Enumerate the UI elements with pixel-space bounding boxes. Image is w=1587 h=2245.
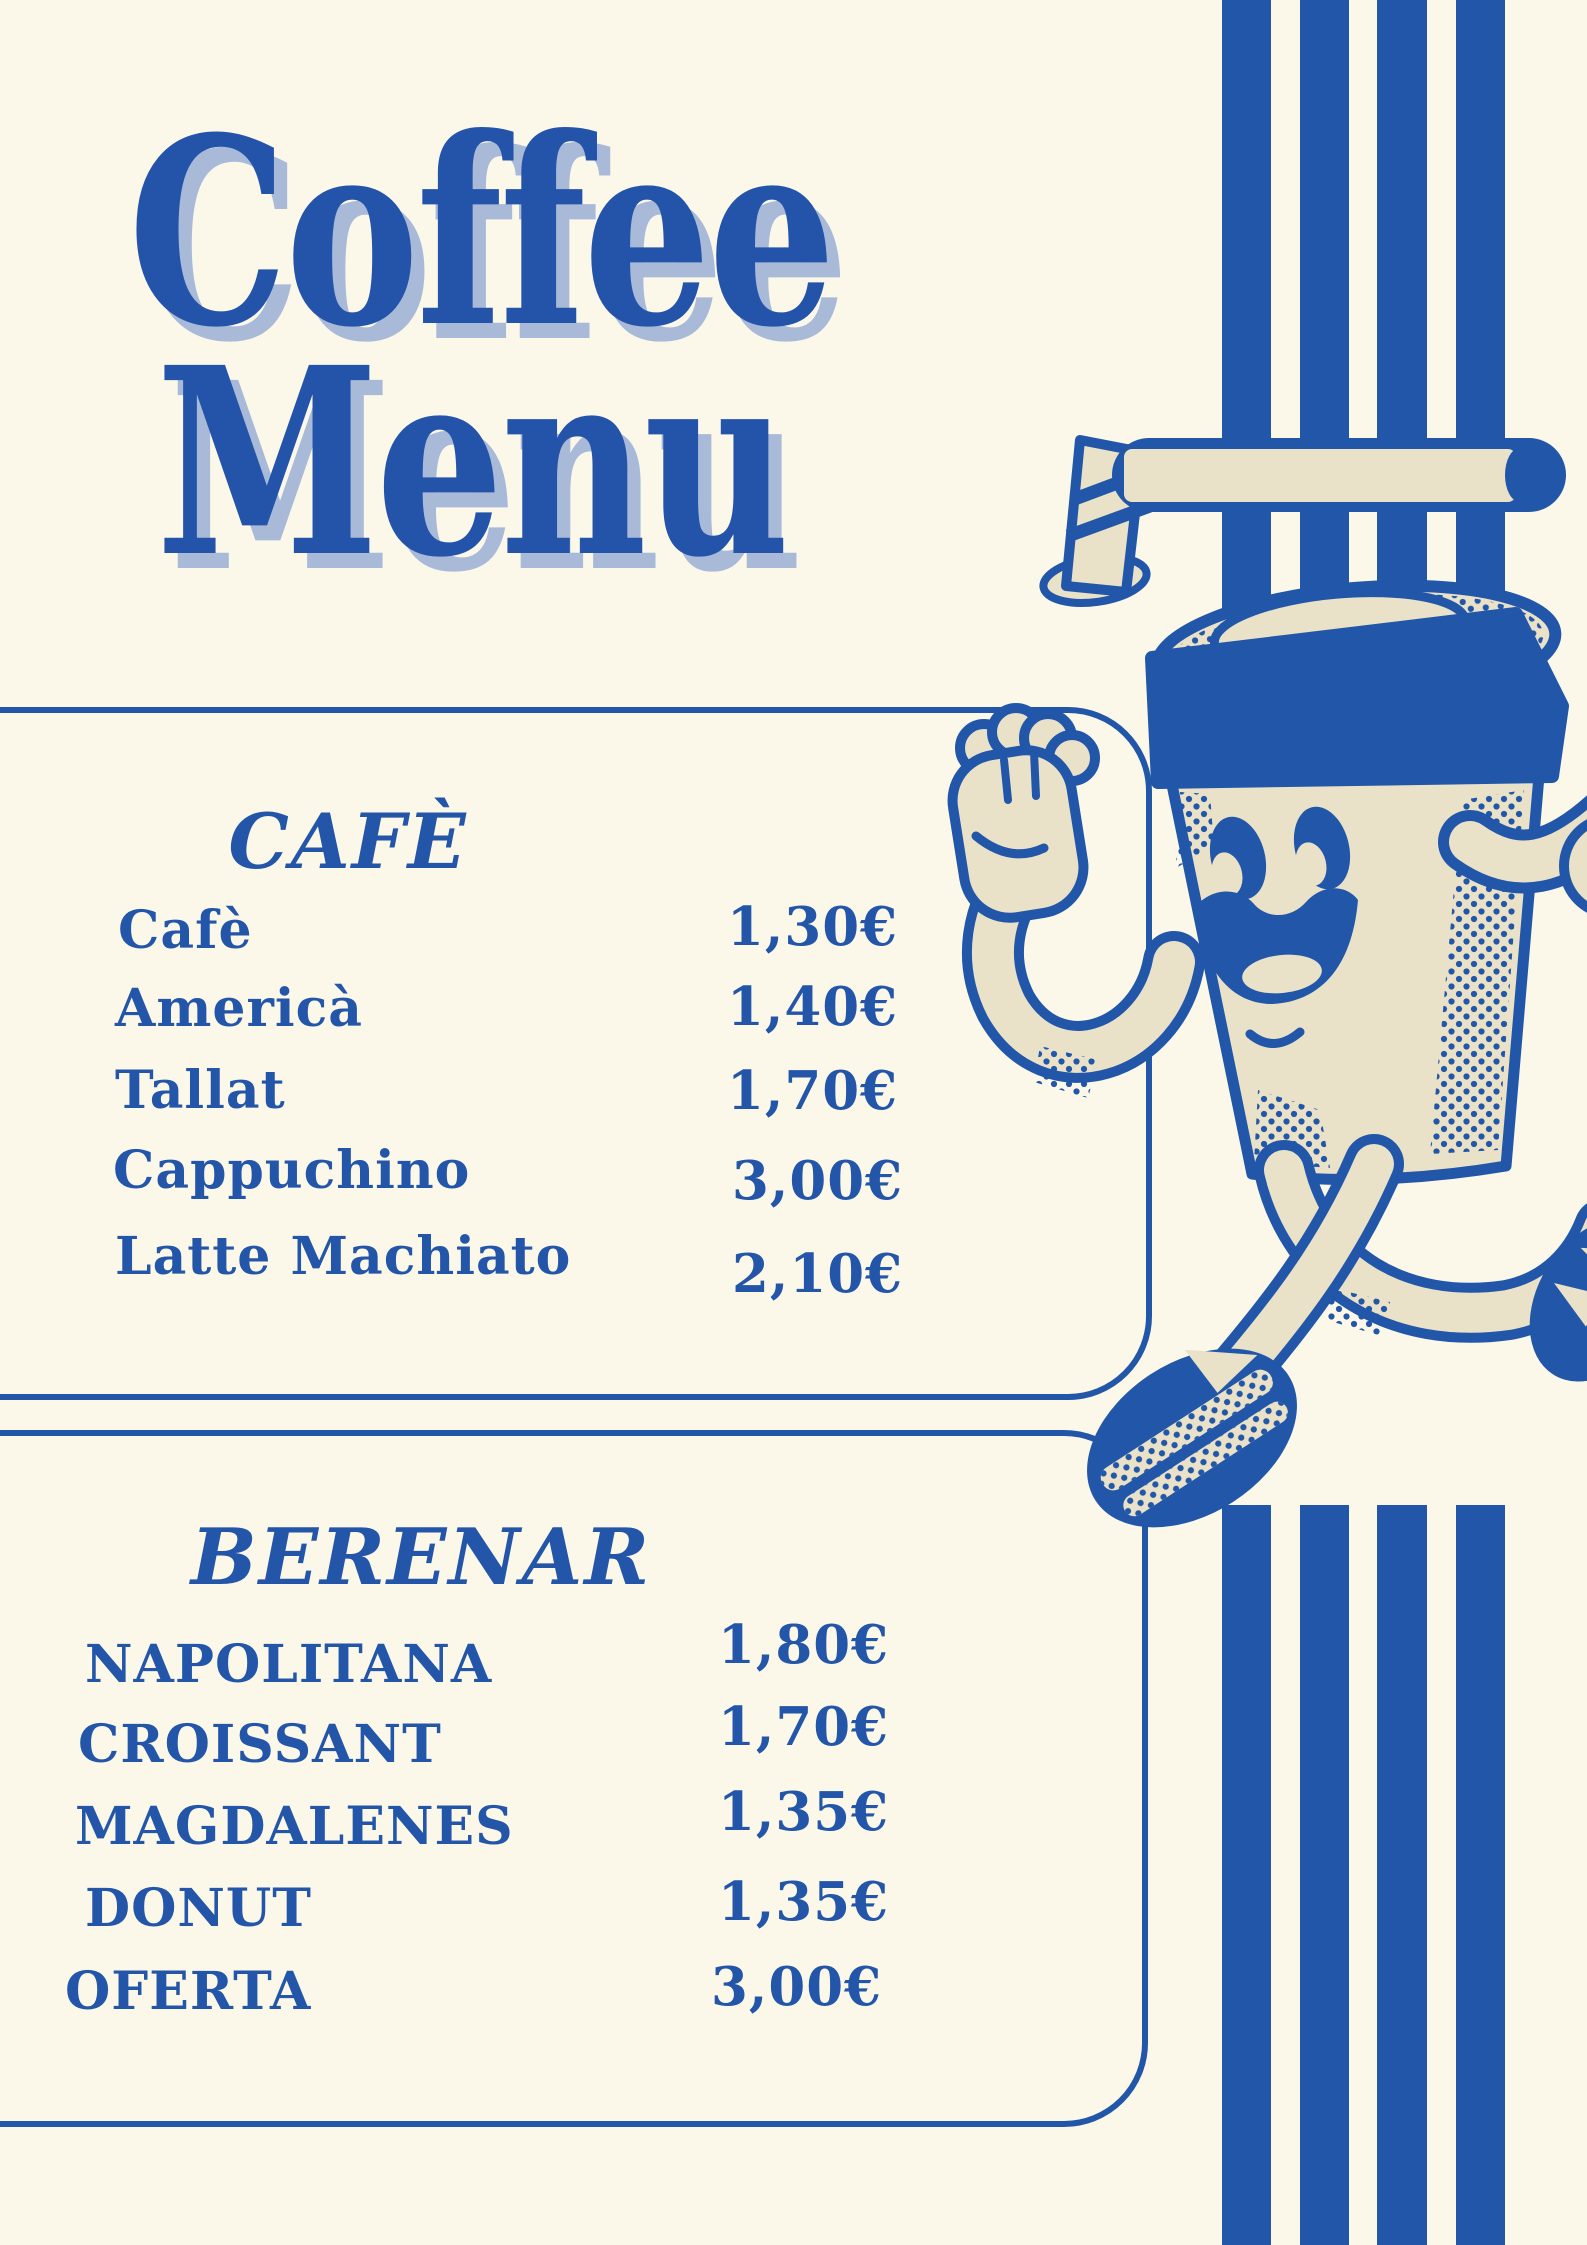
cup-body [1170,764,1540,1179]
vertical-stripe [1300,0,1349,768]
menu-section-cafe [0,707,1152,1400]
menu-item-name: Cafè [118,900,253,961]
section-title: CAFÈ [228,797,468,886]
menu-item-name: NAPOLITANA [85,1634,493,1695]
right-eye [1286,801,1359,896]
poster-title-line2: Menu [156,311,787,614]
menu-item-price: 1,30€ [727,896,898,958]
menu-item-name: Americà [115,978,363,1039]
menu-item-name: MAGDALENES [75,1796,514,1857]
tongue [1240,951,1324,997]
menu-item-price: 1,40€ [727,976,898,1038]
vertical-stripe [1377,1505,1427,2245]
right-shoe [1501,1193,1587,1408]
menu-item-name: Latte Machiato [115,1226,572,1287]
vertical-stripe [1377,0,1427,768]
menu-item-price: 2,10€ [732,1243,903,1305]
menu-item-name: Tallat [115,1060,286,1121]
menu-section-berenar [0,1430,1148,2127]
vertical-stripe [1456,1505,1505,2245]
menu-item-name: OFERTA [65,1961,312,2022]
section-title: BERENAR [190,1512,652,1603]
left-eye [1202,811,1275,906]
menu-item-price: 1,35€ [718,1781,889,1843]
menu-item-price: 1,70€ [727,1060,898,1122]
menu-item-price: 1,80€ [718,1614,889,1676]
menu-item-name: DONUT [85,1878,312,1939]
vertical-stripe [1222,0,1271,768]
menu-item-price: 1,70€ [718,1696,889,1758]
right-arm [1470,814,1587,914]
menu-item-price: 3,00€ [711,1956,882,2018]
legs [1224,1164,1587,1388]
mascot-face [1196,801,1358,1044]
vertical-stripe [1456,0,1505,768]
poster-title-line1: Coffee [128,81,833,384]
vertical-stripe [1222,1505,1271,2245]
chin-smile [1250,1032,1300,1044]
menu-item-price: 1,35€ [718,1871,889,1933]
menu-item-price: 3,00€ [732,1150,903,1212]
mouth [1196,888,1358,1004]
vertical-stripe [1300,1505,1349,2245]
menu-item-name: Cappuchino [113,1140,471,1201]
menu-item-name: CROISSANT [78,1714,442,1775]
